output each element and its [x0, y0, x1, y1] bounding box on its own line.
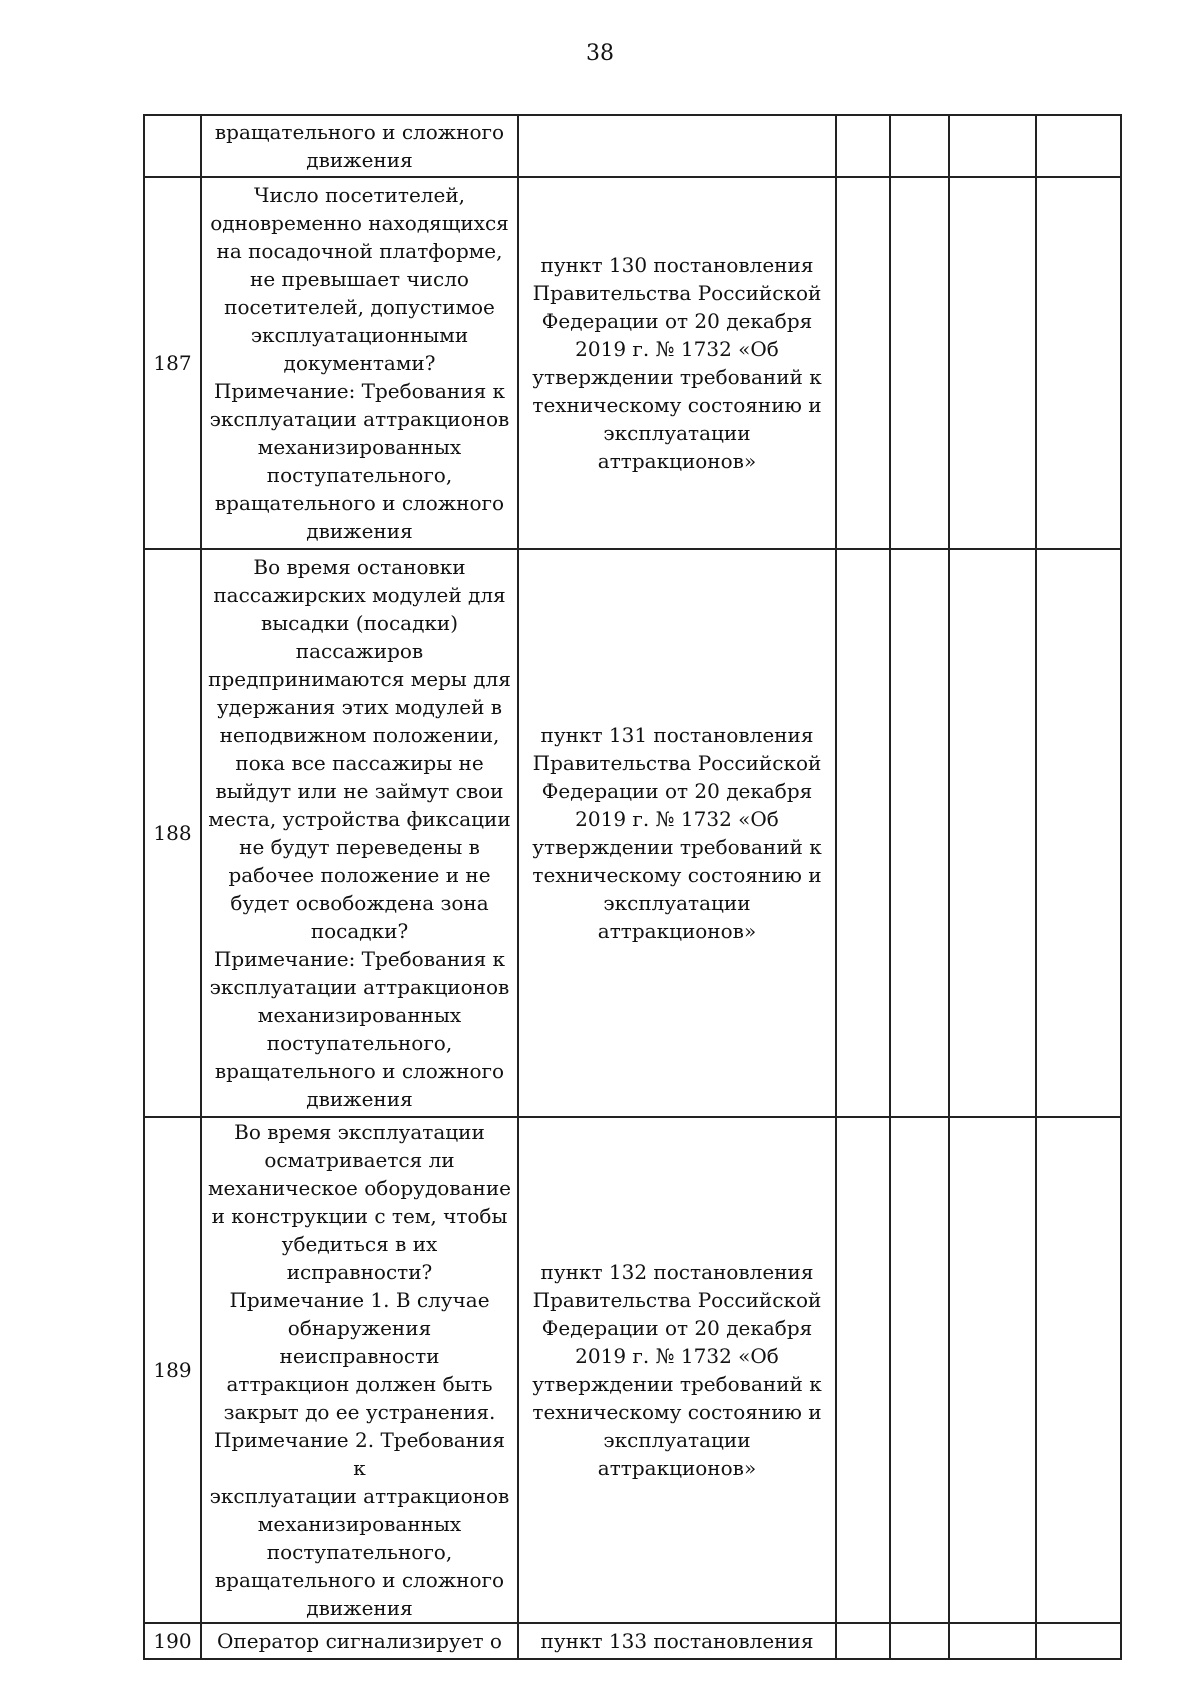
note-cell [1036, 1623, 1121, 1659]
row-number [144, 115, 201, 177]
answer-cell [949, 115, 1036, 177]
answer-cell [836, 1623, 890, 1659]
answer-cell [890, 1623, 949, 1659]
checklist-table [143, 114, 1122, 1660]
answer-cell [949, 1117, 1036, 1623]
answer-cell [836, 115, 890, 177]
legal-basis [518, 115, 836, 177]
note-cell [1036, 115, 1121, 177]
answer-cell [836, 177, 890, 549]
answer-cell [890, 177, 949, 549]
answer-cell [949, 549, 1036, 1117]
row-number: 187 [144, 177, 201, 549]
note-cell [1036, 1117, 1121, 1623]
requirement-text: Оператор сигнализирует о [201, 1623, 518, 1659]
requirement-text: вращательного и сложного движения [201, 115, 518, 177]
legal-basis: пункт 133 постановления [518, 1623, 836, 1659]
row-number: 188 [144, 549, 201, 1117]
answer-cell [836, 1117, 890, 1623]
page-number: 38 [586, 41, 614, 66]
table-row [144, 1623, 1121, 1659]
answer-cell [836, 549, 890, 1117]
answer-cell [890, 549, 949, 1117]
row-number: 190 [144, 1623, 201, 1659]
table-row [144, 1117, 1121, 1623]
requirement-text: Число посетителей, одновременно находящихся на посадочной платформе, не превышает число посетителей, допустимое эксплуатационными документами? Примечание: Требования к эксплуатации аттракционов механизированных поступательного, вращательного и сложного движения [201, 177, 518, 549]
answer-cell [949, 177, 1036, 549]
answer-cell [890, 115, 949, 177]
requirement-text: Во время остановки пассажирских модулей для высадки (посадки) пассажиров предпринимаются меры для удержания этих модулей в неподвижном положении, пока все пассажиры не выйдут или не займут свои места, устройства фиксации не будут переведены в рабочее положение и не будет освобождена зона посадки? Примечание: Требования к эксплуатации аттракционов механизированных поступательного, вращательного и сложного движения [201, 549, 518, 1117]
legal-basis: пункт 131 постановления Правительства Российской Федерации от 20 декабря 2019 г. № 1732 «Об утверждении требований к техническому состоянию и эксплуатации аттракционов» [518, 549, 836, 1117]
note-cell [1036, 177, 1121, 549]
requirement-text: Во время эксплуатации осматривается ли механическое оборудование и конструкции с тем, чтобы убедиться в их исправности? Примечание 1. В случае обнаружения неисправности аттракцион должен быть закрыт до ее устранения. Примечание 2. Требования к эксплуатации аттракционов механизированных поступательного, вращательного и сложного движения [201, 1117, 518, 1623]
answer-cell [949, 1623, 1036, 1659]
table-row [144, 115, 1121, 177]
row-number: 189 [144, 1117, 201, 1623]
answer-cell [890, 1117, 949, 1623]
table-row [144, 549, 1121, 1117]
legal-basis: пункт 130 постановления Правительства Российской Федерации от 20 декабря 2019 г. № 1732 «Об утверждении требований к техническому состоянию и эксплуатации аттракционов» [518, 177, 836, 549]
table-row [144, 177, 1121, 549]
note-cell [1036, 549, 1121, 1117]
legal-basis: пункт 132 постановления Правительства Российской Федерации от 20 декабря 2019 г. № 1732 «Об утверждении требований к техническому состоянию и эксплуатации аттракционов» [518, 1117, 836, 1623]
